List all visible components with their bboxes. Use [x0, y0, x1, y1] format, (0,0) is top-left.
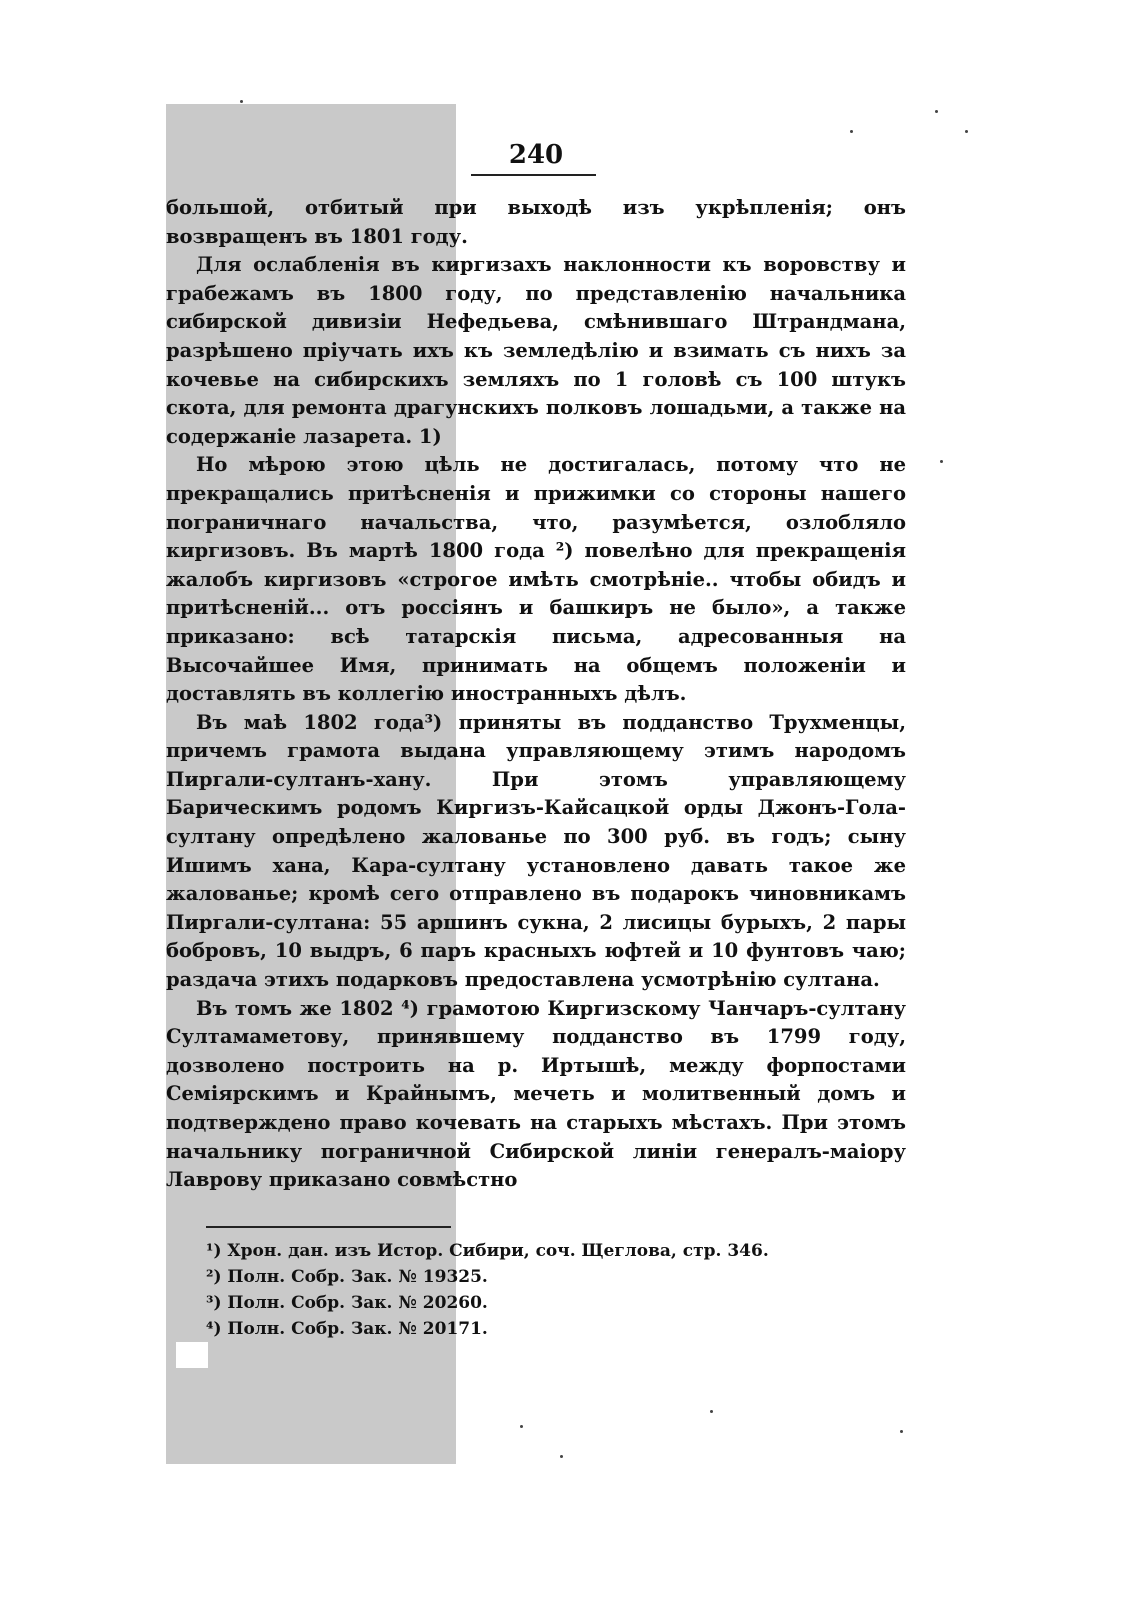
scan-blemish: [176, 1342, 208, 1368]
footnote: ⁴) Полн. Собр. Зак. № 20171.: [206, 1319, 488, 1339]
paragraph: Для ослабленія въ киргизахъ наклонности къ воровству и грабежамъ въ 1800 году, по представленію начальника сибирской дивизіи Нефедьева, смѣнившаго Штрандмана, разрѣшено пріучать ихъ къ земледѣлію и взимать съ нихъ за кочевье на сибирскихъ земляхъ по 1 головѣ съ 100 штукъ скота, для ремонта драгунскихъ полковъ лошадьми, а также на содержаніе лазарета. 1): [166, 253, 906, 448]
footnote-rule: [206, 1226, 451, 1228]
paragraph: большой, отбитый при выходѣ изъ укрѣпленія; онъ возвращенъ въ 1801 году.: [166, 196, 906, 248]
footnote: ³) Полн. Собр. Зак. № 20260.: [206, 1293, 488, 1313]
scan-speck: [560, 1455, 563, 1458]
footnote: ²) Полн. Собр. Зак. № 19325.: [206, 1267, 488, 1287]
page-number-rule: [471, 174, 596, 176]
scan-speck: [940, 460, 943, 463]
scan-speck: [850, 130, 853, 133]
page-number: 240: [508, 140, 564, 170]
scan-speck: [240, 100, 243, 103]
paragraph: Въ томъ же 1802 ⁴) грамотою Киргизскому Чанчаръ-султану Султамаметову, принявшему подданство въ 1799 году, дозволено построить на р. Иртышѣ, между форпостами Семіярскимъ и Крайнымъ, мечеть и молитвенный домъ и подтверждено право кочевать на старыхъ мѣстахъ. При этомъ начальнику пограничной Сибирской линіи генералъ-маіору Лаврову приказано совмѣстно: [166, 996, 906, 1192]
scan-speck: [965, 130, 968, 133]
footnote: ¹) Хрон. дан. изъ Истор. Сибири, соч. Щеглова, стр. 346.: [206, 1241, 769, 1261]
footnotes: [206, 1238, 906, 1342]
body-text: [166, 194, 906, 1195]
scan-speck: [710, 1410, 713, 1413]
scan-speck: [900, 1430, 903, 1433]
scan-speck: [935, 110, 938, 113]
book-page: [166, 104, 906, 1464]
scan-speck: [520, 1425, 523, 1428]
paragraph: Но мѣрою этою цѣль не достигалась, потому что не прекращались притѣсненія и прижимки со стороны нашего пограничнаго начальства, что, разумѣется, озлобляло киргизовъ. Въ мартѣ 1800 года ²) повелѣно для прекращенія жалобъ киргизовъ «строгое имѣть смотрѣніе.. чтобы обидъ и притѣсненій... отъ россіянъ и башкиръ не было», а также приказано: всѣ татарскія письма, адресованныя на Высочайшее Имя, принимать на общемъ положеніи и доставлять въ коллегію иностранныхъ дѣлъ.: [166, 453, 906, 706]
paragraph: Въ маѣ 1802 года³) приняты въ подданство Трухменцы, причемъ грамота выдана управляющему этимъ народомъ Пиргали-султанъ-хану. При этомъ управляющему Барическимъ родомъ Киргизъ-Кайсацкой орды Джонъ-Гола-султану опредѣлено жалованье по 300 руб. въ годъ; сыну Ишимъ хана, Кара-султану установлено давать такое же жалованье; кромѣ сего отправлено въ подарокъ чиновникамъ Пиргали-султана: 55 аршинъ сукна, 2 лисицы бурыхъ, 2 пары бобровъ, 10 выдръ, 6 паръ красныхъ юфтей и 10 фунтовъ чаю; раздача этихъ подарковъ предоставлена усмотрѣнію султана.: [166, 710, 906, 992]
